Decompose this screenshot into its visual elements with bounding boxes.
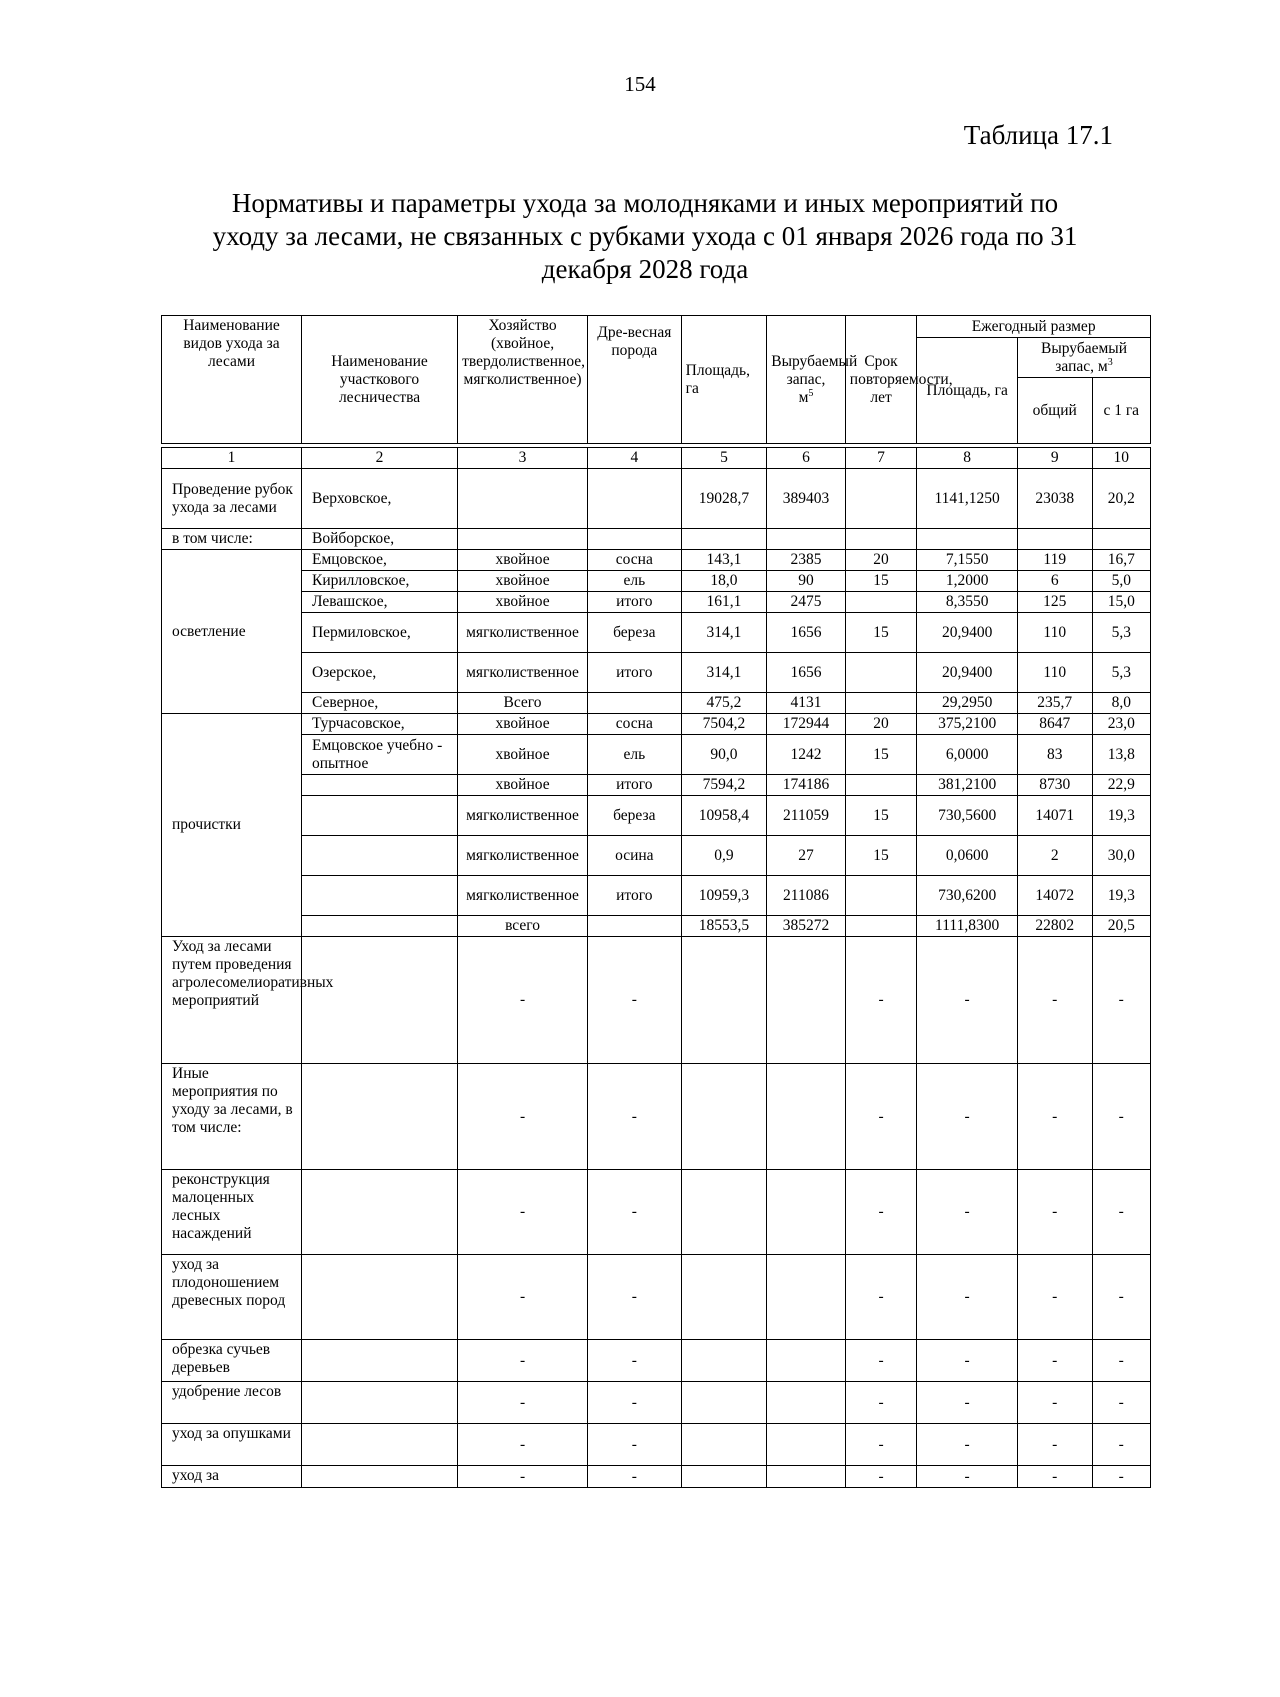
cell-area <box>681 1424 767 1466</box>
cell-stock-total: 125 <box>1017 592 1092 613</box>
cell-stock-total: - <box>1017 1424 1092 1466</box>
cell-farm: - <box>458 1064 588 1170</box>
cell-stock: 90 <box>767 571 846 592</box>
table-row <box>162 836 1151 876</box>
table-row <box>162 876 1151 916</box>
cell-stock: 172944 <box>767 714 846 735</box>
cell-farm: - <box>458 1170 588 1255</box>
cell-stock-total: - <box>1017 1340 1092 1382</box>
cell-period: 20 <box>845 550 917 571</box>
column-number: 10 <box>1092 448 1151 469</box>
cell-stock-total: 119 <box>1017 550 1092 571</box>
cell-period: - <box>845 1340 917 1382</box>
cell-stock-per-ha: 22,9 <box>1092 775 1151 796</box>
cell-district <box>301 1170 457 1255</box>
column-number: 8 <box>917 448 1018 469</box>
cell-work-type: Иные мероприятия по уходу за лесами, в том числе: <box>162 1064 302 1170</box>
cell-annual-area: 7,1550 <box>917 550 1018 571</box>
cell-district: Войборское, <box>301 529 457 550</box>
cell-work-type: прочистки <box>162 714 302 937</box>
cell-stock-per-ha: 8,0 <box>1092 693 1151 714</box>
header-period: Срок повторяемости, лет <box>845 316 917 444</box>
cell-species <box>587 529 681 550</box>
cell-species: итого <box>587 592 681 613</box>
header-area: Площадь, га <box>681 316 767 444</box>
cell-annual-area: - <box>917 1064 1018 1170</box>
title-line: уходу за лесами, не связанных с рубками ухода с 01 января 2026 года по 31 <box>212 221 1078 251</box>
cell-area: 314,1 <box>681 613 767 653</box>
cell-work-type: Уход за лесами путем проведения агролесомелиоративных мероприятий <box>162 937 302 1064</box>
cell-work-type: реконструкция малоценных лесных насаждений <box>162 1170 302 1255</box>
cell-area: 18553,5 <box>681 916 767 937</box>
cell-district: Пермиловское, <box>301 613 457 653</box>
table-row <box>162 1466 1151 1488</box>
cell-stock-total: 22802 <box>1017 916 1092 937</box>
cell-stock-total: - <box>1017 937 1092 1064</box>
cell-stock-per-ha <box>1092 529 1151 550</box>
cell-period <box>845 592 917 613</box>
header-district: Наименование участкового лесничества <box>301 316 457 444</box>
cell-district <box>301 876 457 916</box>
header-stock-unit-sup: 5 <box>808 387 814 399</box>
cell-species: итого <box>587 876 681 916</box>
cell-annual-area: 29,2950 <box>917 693 1018 714</box>
cell-stock: 211059 <box>767 796 846 836</box>
column-number: 5 <box>681 448 767 469</box>
document-title <box>170 187 1120 286</box>
table-row <box>162 1170 1151 1255</box>
cell-species: - <box>587 1170 681 1255</box>
cell-annual-area: - <box>917 1466 1018 1488</box>
cell-stock-per-ha: 23,0 <box>1092 714 1151 735</box>
page-number: 154 <box>624 72 656 96</box>
cell-stock-total <box>1017 529 1092 550</box>
cell-annual-area: 20,9400 <box>917 653 1018 693</box>
cell-species: ель <box>587 735 681 775</box>
cell-district <box>301 1255 457 1340</box>
cell-stock-per-ha: 19,3 <box>1092 876 1151 916</box>
cell-stock-per-ha: 19,3 <box>1092 796 1151 836</box>
cell-species: итого <box>587 653 681 693</box>
cell-work-type: обрезка сучьев деревьев <box>162 1340 302 1382</box>
cell-area: 0,9 <box>681 836 767 876</box>
cell-stock <box>767 1170 846 1255</box>
cell-stock-per-ha: - <box>1092 1064 1151 1170</box>
cell-annual-area: 0,0600 <box>917 836 1018 876</box>
column-number: 9 <box>1017 448 1092 469</box>
cell-annual-area: 375,2100 <box>917 714 1018 735</box>
cell-district <box>301 1466 457 1488</box>
cell-area <box>681 529 767 550</box>
cell-annual-area: 730,5600 <box>917 796 1018 836</box>
column-number: 3 <box>458 448 588 469</box>
cell-species: - <box>587 1064 681 1170</box>
cell-stock-per-ha: 5,0 <box>1092 571 1151 592</box>
cell-stock: 211086 <box>767 876 846 916</box>
table-row <box>162 775 1151 796</box>
cell-annual-area: - <box>917 1170 1018 1255</box>
cell-district <box>301 1382 457 1424</box>
cell-area: 314,1 <box>681 653 767 693</box>
cell-stock-per-ha: - <box>1092 1382 1151 1424</box>
cell-stock-per-ha: - <box>1092 1424 1151 1466</box>
cell-district <box>301 775 457 796</box>
cell-district <box>301 1340 457 1382</box>
table-row <box>162 735 1151 775</box>
cell-stock-total: 14072 <box>1017 876 1092 916</box>
cell-work-type: уход за плодоношением древесных пород <box>162 1255 302 1340</box>
header-annual-stock-unit: м <box>1097 357 1108 375</box>
cell-stock <box>767 1340 846 1382</box>
cell-farm: - <box>458 1424 588 1466</box>
cell-farm: хвойное <box>458 592 588 613</box>
cell-district: Озерское, <box>301 653 457 693</box>
header-annual-area: Площадь, га <box>917 338 1018 444</box>
cell-farm: мягколиственное <box>458 796 588 836</box>
cell-stock: 1656 <box>767 653 846 693</box>
header-species: Дре-весная порода <box>587 316 681 444</box>
column-number: 2 <box>301 448 457 469</box>
cell-period <box>845 653 917 693</box>
cell-stock: 385272 <box>767 916 846 937</box>
table-row <box>162 550 1151 571</box>
column-number: 4 <box>587 448 681 469</box>
cell-district: Емцовское учебно - опытное <box>301 735 457 775</box>
cell-stock-per-ha: 16,7 <box>1092 550 1151 571</box>
cell-species: - <box>587 1424 681 1466</box>
cell-farm: хвойное <box>458 775 588 796</box>
cell-work-type: осветление <box>162 550 302 714</box>
cell-period <box>845 693 917 714</box>
table-row <box>162 1382 1151 1424</box>
column-number: 7 <box>845 448 917 469</box>
table-row <box>162 469 1151 529</box>
table-row <box>162 1255 1151 1340</box>
table-label: Таблица 17.1 <box>963 120 1113 150</box>
cell-species: - <box>587 1340 681 1382</box>
table-row <box>162 796 1151 836</box>
cell-annual-area: 6,0000 <box>917 735 1018 775</box>
cell-species: - <box>587 937 681 1064</box>
table-row <box>162 1340 1151 1382</box>
cell-stock-per-ha: 5,3 <box>1092 613 1151 653</box>
norms-table <box>161 315 1151 1488</box>
cell-area <box>681 1466 767 1488</box>
cell-farm: мягколиственное <box>458 653 588 693</box>
cell-period <box>845 916 917 937</box>
cell-annual-area: - <box>917 1424 1018 1466</box>
title-line: декабря 2028 года <box>541 254 749 284</box>
cell-species: итого <box>587 775 681 796</box>
cell-district: Левашское, <box>301 592 457 613</box>
cell-species: - <box>587 1382 681 1424</box>
cell-stock: 1656 <box>767 613 846 653</box>
cell-species: береза <box>587 796 681 836</box>
cell-stock: 4131 <box>767 693 846 714</box>
cell-species: береза <box>587 613 681 653</box>
cell-farm <box>458 529 588 550</box>
cell-stock-per-ha: 15,0 <box>1092 592 1151 613</box>
cell-area: 475,2 <box>681 693 767 714</box>
cell-area: 10958,4 <box>681 796 767 836</box>
cell-farm: хвойное <box>458 571 588 592</box>
cell-stock-total: 83 <box>1017 735 1092 775</box>
cell-period: 15 <box>845 796 917 836</box>
cell-stock <box>767 1424 846 1466</box>
cell-stock <box>767 529 846 550</box>
cell-stock-per-ha: - <box>1092 1340 1151 1382</box>
cell-district: Турчасовское, <box>301 714 457 735</box>
cell-stock-total: - <box>1017 1170 1092 1255</box>
cell-stock-per-ha: 30,0 <box>1092 836 1151 876</box>
cell-area: 10959,3 <box>681 876 767 916</box>
cell-species: - <box>587 1466 681 1488</box>
column-number: 1 <box>162 448 302 469</box>
cell-period <box>845 876 917 916</box>
cell-stock-total: 14071 <box>1017 796 1092 836</box>
cell-district <box>301 796 457 836</box>
table-row <box>162 653 1151 693</box>
cell-stock-total: 235,7 <box>1017 693 1092 714</box>
cell-species: осина <box>587 836 681 876</box>
cell-annual-area: 8,3550 <box>917 592 1018 613</box>
header-stock-unit: м <box>798 388 809 406</box>
cell-district: Северное, <box>301 693 457 714</box>
cell-stock-per-ha: 20,5 <box>1092 916 1151 937</box>
cell-stock-per-ha: - <box>1092 1255 1151 1340</box>
cell-annual-area: 20,9400 <box>917 613 1018 653</box>
cell-species: - <box>587 1255 681 1340</box>
cell-district <box>301 916 457 937</box>
cell-farm: Всего <box>458 693 588 714</box>
cell-area: 7504,2 <box>681 714 767 735</box>
cell-farm <box>458 469 588 529</box>
header-work-type: Наименование видов ухода за лесами <box>162 316 302 444</box>
cell-area: 90,0 <box>681 735 767 775</box>
cell-district <box>301 937 457 1064</box>
header-stock <box>767 316 858 444</box>
cell-period: 15 <box>845 613 917 653</box>
table-row <box>162 916 1151 937</box>
cell-farm: всего <box>458 916 588 937</box>
cell-period: 15 <box>845 735 917 775</box>
cell-annual-area: - <box>917 1382 1018 1424</box>
cell-district: Кирилловское, <box>301 571 457 592</box>
cell-farm: - <box>458 1340 588 1382</box>
cell-farm: мягколиственное <box>458 836 588 876</box>
cell-stock-total: 8730 <box>1017 775 1092 796</box>
cell-area <box>681 937 767 1064</box>
cell-farm: мягколиственное <box>458 876 588 916</box>
cell-species <box>587 693 681 714</box>
cell-stock-total: - <box>1017 1466 1092 1488</box>
table-row <box>162 1424 1151 1466</box>
cell-district <box>301 1064 457 1170</box>
table-row <box>162 613 1151 653</box>
header-annual-stock-unit-sup: 3 <box>1107 356 1113 368</box>
cell-area: 19028,7 <box>681 469 767 529</box>
cell-species: ель <box>587 571 681 592</box>
cell-stock <box>767 1064 846 1170</box>
cell-farm: - <box>458 1382 588 1424</box>
cell-species: сосна <box>587 550 681 571</box>
cell-period: 15 <box>845 836 917 876</box>
cell-species: сосна <box>587 714 681 735</box>
cell-period: - <box>845 1255 917 1340</box>
cell-annual-area <box>917 529 1018 550</box>
cell-work-type: удобрение лесов <box>162 1382 302 1424</box>
cell-farm: хвойное <box>458 714 588 735</box>
cell-work-type: уход за <box>162 1466 302 1488</box>
cell-area <box>681 1340 767 1382</box>
cell-species <box>587 916 681 937</box>
cell-farm: - <box>458 937 588 1064</box>
cell-work-type: уход за опушками <box>162 1424 302 1466</box>
cell-period: 15 <box>845 571 917 592</box>
cell-farm: - <box>458 1255 588 1340</box>
cell-period <box>845 469 917 529</box>
cell-annual-area: 1,2000 <box>917 571 1018 592</box>
cell-work-type: в том числе: <box>162 529 302 550</box>
cell-farm: мягколиственное <box>458 613 588 653</box>
cell-species <box>587 469 681 529</box>
cell-stock: 389403 <box>767 469 846 529</box>
cell-area <box>681 1382 767 1424</box>
cell-stock: 1242 <box>767 735 846 775</box>
cell-area: 161,1 <box>681 592 767 613</box>
cell-farm: - <box>458 1466 588 1488</box>
cell-annual-area: - <box>917 1255 1018 1340</box>
cell-stock-total: 110 <box>1017 613 1092 653</box>
cell-area: 18,0 <box>681 571 767 592</box>
cell-stock-total: 110 <box>1017 653 1092 693</box>
header-farm: Хозяйство (хвойное, твердолиственное, мягколиственное) <box>458 316 588 444</box>
cell-stock-per-ha: 5,3 <box>1092 653 1151 693</box>
cell-annual-area: 1111,8300 <box>917 916 1018 937</box>
cell-stock-total: - <box>1017 1064 1092 1170</box>
cell-period: - <box>845 1170 917 1255</box>
column-numbers-row <box>162 448 1151 469</box>
table-row <box>162 693 1151 714</box>
cell-farm: хвойное <box>458 550 588 571</box>
cell-period: - <box>845 1064 917 1170</box>
cell-annual-area: 381,2100 <box>917 775 1018 796</box>
cell-stock <box>767 1255 846 1340</box>
cell-stock-per-ha: 20,2 <box>1092 469 1151 529</box>
cell-period <box>845 775 917 796</box>
table-row <box>162 937 1151 1064</box>
cell-stock-total: 6 <box>1017 571 1092 592</box>
cell-annual-area: 730,6200 <box>917 876 1018 916</box>
cell-area <box>681 1170 767 1255</box>
cell-period: - <box>845 1466 917 1488</box>
cell-stock-total: 23038 <box>1017 469 1092 529</box>
header-stock-total: общий <box>1017 378 1092 444</box>
cell-stock-total: 8647 <box>1017 714 1092 735</box>
cell-annual-area: - <box>917 1340 1018 1382</box>
cell-period: - <box>845 937 917 1064</box>
cell-district <box>301 836 457 876</box>
cell-period: 20 <box>845 714 917 735</box>
cell-stock <box>767 937 846 1064</box>
cell-stock-per-ha: - <box>1092 937 1151 1064</box>
cell-period: - <box>845 1424 917 1466</box>
title-line: Нормативы и параметры ухода за молодняками и иных мероприятий по <box>231 188 1059 218</box>
cell-area: 143,1 <box>681 550 767 571</box>
cell-area <box>681 1064 767 1170</box>
cell-stock-total: - <box>1017 1255 1092 1340</box>
cell-district: Емцовское, <box>301 550 457 571</box>
cell-farm: хвойное <box>458 735 588 775</box>
cell-area: 7594,2 <box>681 775 767 796</box>
table-row <box>162 529 1151 550</box>
header-stock-label: Вырубаемый запас, <box>771 352 858 388</box>
table-row <box>162 592 1151 613</box>
cell-annual-area: - <box>917 937 1018 1064</box>
header-annual-stock <box>1017 338 1150 378</box>
cell-stock-per-ha: - <box>1092 1170 1151 1255</box>
cell-stock: 27 <box>767 836 846 876</box>
table-row <box>162 1064 1151 1170</box>
cell-period <box>845 529 917 550</box>
cell-stock: 2385 <box>767 550 846 571</box>
cell-stock <box>767 1382 846 1424</box>
cell-stock-per-ha: 13,8 <box>1092 735 1151 775</box>
header-stock-per-ha: с 1 га <box>1092 378 1151 444</box>
cell-district <box>301 1424 457 1466</box>
cell-annual-area: 1141,1250 <box>917 469 1018 529</box>
column-number: 6 <box>767 448 846 469</box>
cell-period: - <box>845 1382 917 1424</box>
cell-stock <box>767 1466 846 1488</box>
cell-stock: 174186 <box>767 775 846 796</box>
cell-district: Верховское, <box>301 469 457 529</box>
cell-stock-per-ha: - <box>1092 1466 1151 1488</box>
header-annual: Ежегодный размер <box>917 316 1151 338</box>
cell-stock-total: 2 <box>1017 836 1092 876</box>
table-row <box>162 714 1151 735</box>
cell-area <box>681 1255 767 1340</box>
cell-stock-total: - <box>1017 1382 1092 1424</box>
cell-stock: 2475 <box>767 592 846 613</box>
table-row <box>162 571 1151 592</box>
cell-work-type: Проведение рубок ухода за лесами <box>162 469 302 529</box>
header-annual-stock-label: Вырубаемый запас, <box>1040 339 1127 375</box>
